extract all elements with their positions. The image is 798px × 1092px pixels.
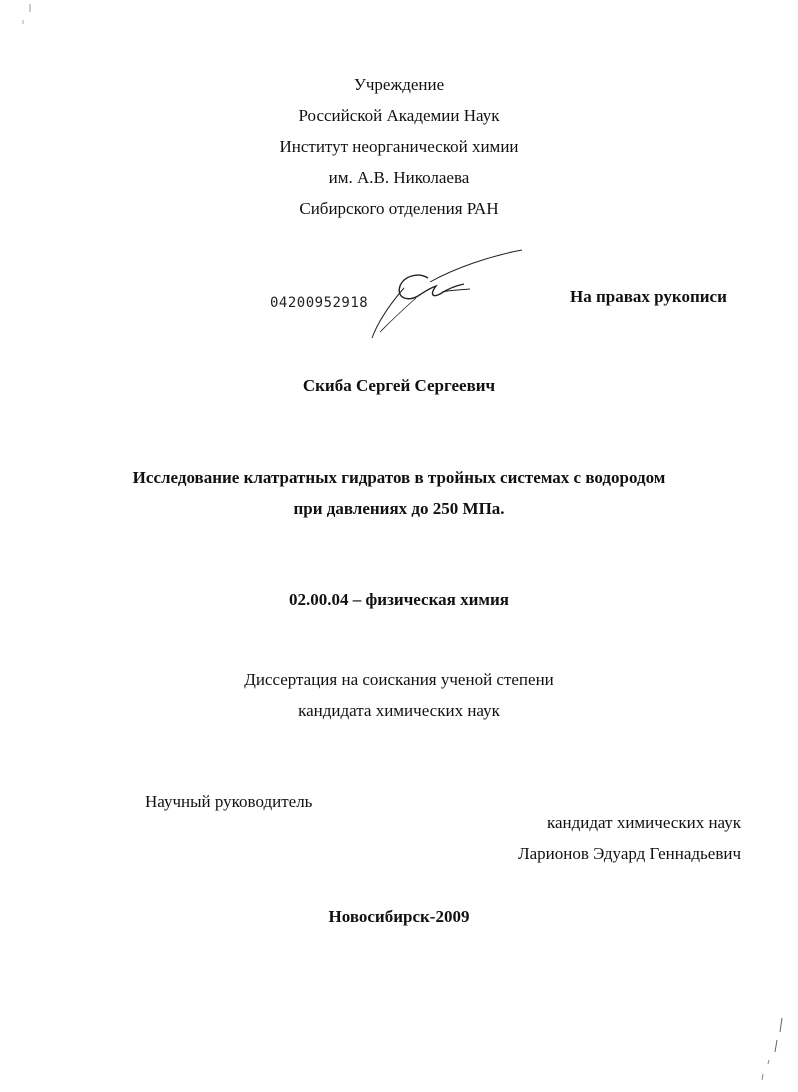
degree-line-1: Диссертация на соискания ученой степени: [244, 670, 554, 689]
supervisor-name: Ларионов Эдуард Геннадьевич: [518, 844, 741, 863]
scan-mark-bottom-right-4: [762, 1074, 763, 1080]
author-name: Скиба Сергей Сергеевич: [302, 376, 496, 395]
scan-mark-bottom-right-2: [775, 1040, 777, 1052]
signature-image: [360, 242, 535, 347]
institution-line-3: Институт неорганической химии: [279, 137, 519, 156]
institution-line-5: Сибирского отделения РАН: [299, 199, 499, 218]
rights-note: На правах рукописи: [570, 287, 727, 306]
supervisor-degree: кандидат химических наук: [547, 813, 741, 832]
dissertation-title-line-1: Исследование клатратных гидратов в тройных системах с водородом: [132, 468, 666, 487]
supervisor-label: Научный руководитель: [145, 792, 313, 811]
institution-line-4: им. А.В. Николаева: [328, 168, 470, 187]
specialty-code: 02.00.04 – физическая химия: [289, 590, 509, 609]
institution-line-2: Российской Академии Наук: [298, 106, 500, 125]
dissertation-title-line-2: при давлениях до 250 МПа.: [293, 499, 505, 518]
institution-line-1: Учреждение: [353, 75, 445, 94]
manuscript-serial-number: 04200952918: [270, 295, 369, 311]
degree-line-2: кандидата химических наук: [298, 701, 500, 720]
scan-mark-bottom-right-3: [768, 1060, 769, 1064]
scan-mark-bottom-right-1: [780, 1018, 782, 1032]
city-year: Новосибирск-2009: [328, 907, 470, 926]
